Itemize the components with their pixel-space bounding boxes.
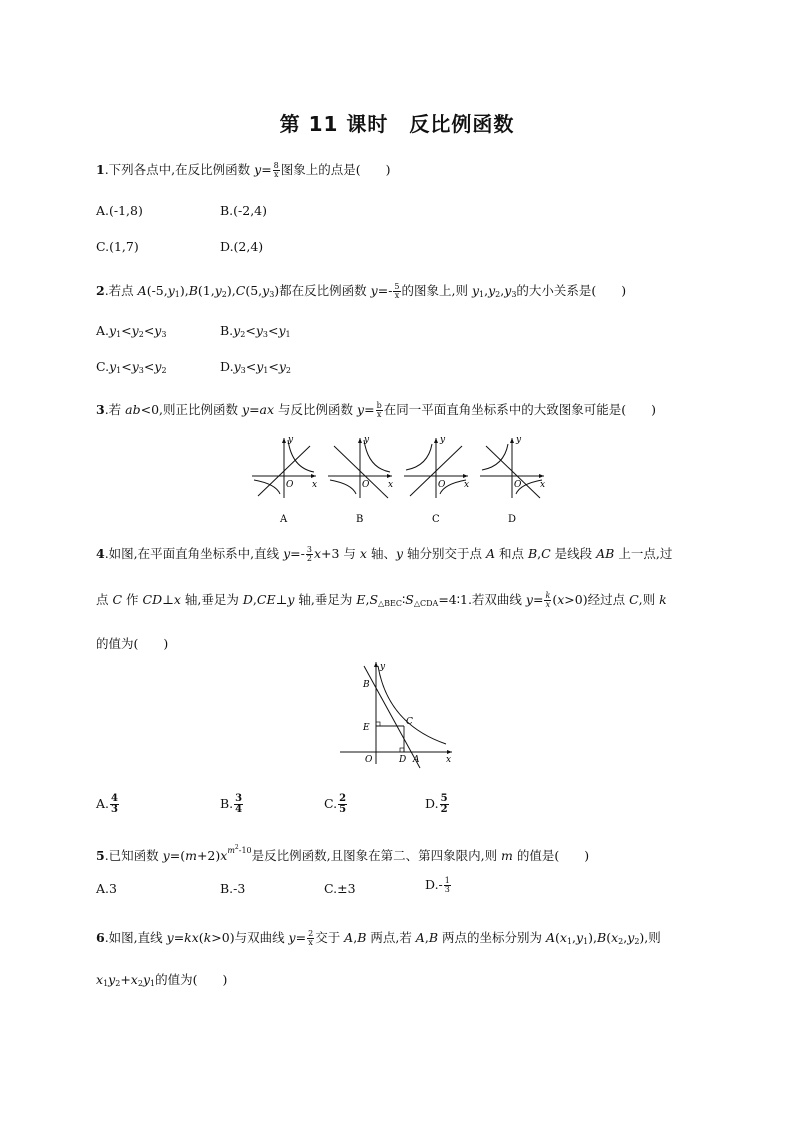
question-number: 4: [96, 546, 105, 561]
graph-a: [252, 435, 317, 525]
question-number: 1: [96, 162, 105, 177]
graph-c: [404, 435, 469, 525]
option-d[interactable]: $D.y_3<y_1<y_2$: [220, 359, 291, 375]
svg-text:x: x: [540, 480, 546, 490]
option-c[interactable]: C.±3: [324, 881, 356, 896]
option-c[interactable]: C. $\frac{2}{5}$: [324, 793, 347, 815]
fraction: $\frac{3}{2}$: [306, 545, 312, 563]
svg-text:O: O: [286, 480, 294, 490]
option-b[interactable]: B.-3: [220, 881, 246, 896]
option-b[interactable]: B.(-2,4): [220, 203, 268, 218]
svg-text:C: C: [406, 717, 413, 727]
question-6: 6.如图,直线 y=kx(k>0)与双曲线 y= $\frac{2}{x}$ 交于 A,B 两点,若 A,B 两点的坐标分别为 $A(x_1,y_1),B(x_2,y_2)$,则: [96, 929, 661, 947]
svg-text:E: E: [363, 723, 370, 733]
svg-text:y: y: [364, 435, 370, 445]
graph-label: C: [432, 514, 440, 525]
question-4-line-3: 的值为( ): [96, 636, 169, 651]
fraction: $\frac{b}{x}$: [376, 401, 382, 419]
question-4: 4.如图,在平面直角坐标系中,直线 y=- $\frac{3}{2}$ x+3 与 x 轴、y 轴分别交于点 A 和点 B,C 是线段 AB 上一点,过: [96, 545, 673, 563]
svg-text:x: x: [388, 480, 394, 490]
question-5: 5.已知函数 $y=(m+2)x^{m^2-10}$是反比例函数,且图象在第二、第四象限内,则 m 的值是( ): [96, 844, 590, 863]
option-b[interactable]: $B.y_2<y_3<y_1$: [220, 323, 291, 339]
option-a[interactable]: A.3: [96, 881, 117, 896]
fraction: $\frac{2}{x}$: [308, 929, 314, 947]
option-c[interactable]: C.(1,7): [96, 239, 139, 254]
question-number: 3: [96, 402, 105, 417]
svg-text:O: O: [514, 480, 522, 490]
q3-graph-figure: [244, 430, 564, 530]
option-d[interactable]: D. $\frac{5}{2}$: [425, 793, 448, 815]
question-number: 6: [96, 930, 105, 945]
graph-b: [328, 435, 393, 525]
svg-text:y: y: [288, 435, 294, 445]
fraction: $\frac{k}{x}$: [545, 591, 551, 609]
fraction: $\frac{8}{x}$: [273, 161, 279, 179]
option-a[interactable]: A.(-1,8): [96, 203, 143, 218]
q4-figure: [336, 660, 460, 772]
svg-text:x: x: [464, 480, 470, 490]
svg-text:D: D: [399, 755, 407, 765]
svg-text:x: x: [312, 480, 318, 490]
option-a[interactable]: A. $\frac{4}{3}$: [96, 793, 118, 815]
option-c[interactable]: $C.y_1<y_3<y_2$: [96, 359, 167, 375]
page-title: 第 11 课时 反比例函数: [279, 112, 515, 136]
svg-text:O: O: [438, 480, 446, 490]
question-2: 2.若点 $A(-5,y_1),B(1,y_2),C(5,y_3)$都在反比例函数 y=- $\frac{5}{x}$ 的图象上,则 $y_1,y_2,y_3$的大小关系是( ): [96, 282, 627, 300]
option-d[interactable]: D.- $\frac{1}{3}$: [425, 876, 450, 894]
svg-text:O: O: [365, 755, 373, 765]
option-b[interactable]: B. $\frac{3}{4}$: [220, 793, 243, 815]
question-3: 3.若 ab<0,则正比例函数 y=ax 与反比例函数 y= $\frac{b}{x}$ 在同一平面直角坐标系中的大致图象可能是( ): [96, 401, 656, 419]
svg-text:A: A: [413, 755, 420, 765]
svg-text:y: y: [440, 435, 446, 445]
svg-text:y: y: [516, 435, 522, 445]
fraction: $\frac{5}{x}$: [394, 282, 400, 300]
graph-label: D: [508, 514, 517, 525]
question-1: 1.下列各点中,在反比例函数 y= $\frac{8}{x}$ 图象上的点是( ): [96, 161, 391, 179]
option-a[interactable]: $A.y_1<y_2<y_3$: [96, 323, 167, 339]
svg-text:y: y: [380, 662, 386, 672]
svg-text:O: O: [362, 480, 370, 490]
graph-d: [480, 435, 545, 525]
question-6-line-2: $x_1y_2+x_2y_1$的值为( ): [96, 972, 228, 988]
graph-label: A: [280, 514, 288, 525]
question-number: 5: [96, 848, 105, 863]
question-4-line-2: 点 C 作 CD⊥x 轴,垂足为 D,CE⊥y 轴,垂足为 $E,S_{\triangle BEC}∶S_{\triangle CDA}=4∶1$.若双曲线 y= $\frac{k}{x}$ (x>0)经过点 C,则 k: [96, 591, 667, 609]
graph-label: B: [356, 514, 364, 525]
question-number: 2: [96, 283, 105, 298]
option-d[interactable]: D.(2,4): [220, 239, 264, 254]
svg-text:B: B: [363, 680, 370, 690]
svg-text:x: x: [446, 755, 452, 765]
